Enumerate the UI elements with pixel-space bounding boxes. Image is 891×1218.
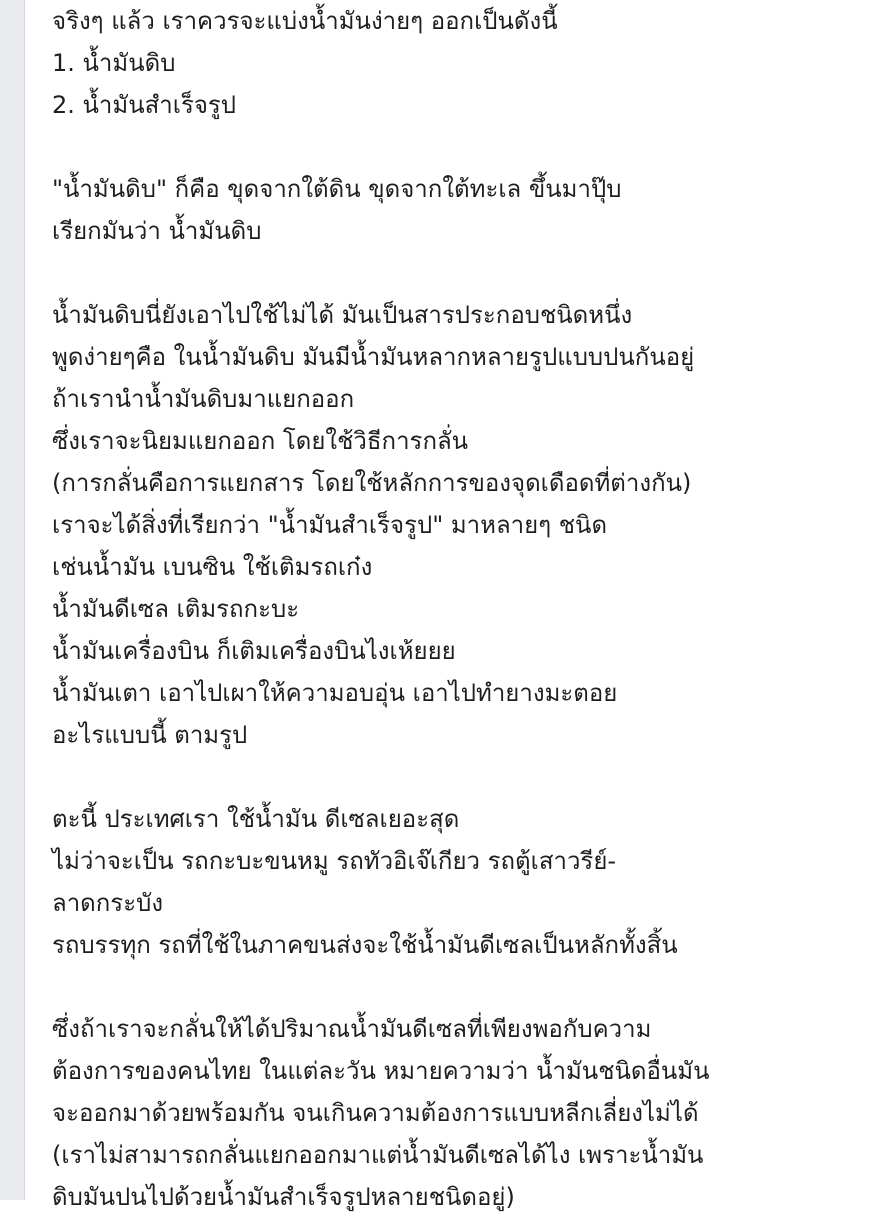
text-line: น้ำมันดีเซล เติมรถกะบะ bbox=[52, 595, 300, 623]
text-line: ซึ่งเราจะนิยมแยกออก โดยใช้วิธีการกลั่น bbox=[52, 427, 469, 455]
text-line: รถบรรทุก รถที่ใช้ในภาคขนส่งจะใช้น้ำมันดีเซลเป็นหลักทั้งสิ้น bbox=[52, 931, 678, 959]
post-body-text bbox=[52, 0, 872, 1218]
paragraph-gap bbox=[52, 252, 872, 294]
paragraph-refining bbox=[52, 294, 872, 756]
text-line: น้ำมันดิบนี่ยังเอาไปใช้ไม่ได้ มันเป็นสารประกอบชนิดหนึ่ง bbox=[52, 301, 633, 329]
text-line: น้ำมันเตา เอาไปเผาให้ความอบอุ่น เอาไปทำยางมะตอย bbox=[52, 679, 618, 707]
text-line: เราจะได้สิ่งที่เรียกว่า "น้ำมันสำเร็จรูป" มาหลายๆ ชนิด bbox=[52, 511, 608, 539]
text-line: ลาดกระบัง bbox=[52, 889, 164, 917]
text-line: เช่นน้ำมัน เบนซิน ใช้เติมรถเก๋ง bbox=[52, 553, 373, 581]
paragraph-gap bbox=[52, 966, 872, 1008]
text-line: ดิบมันปนไปด้วยน้ำมันสำเร็จรูปหลายชนิดอยู่) bbox=[52, 1183, 515, 1211]
post-card-border bbox=[24, 0, 25, 1200]
list-item-refined-oil: 2. น้ำมันสำเร็จรูป bbox=[52, 91, 237, 119]
paragraph-oil-types bbox=[52, 0, 872, 126]
text-line: ถ้าเรานำน้ำมันดิบมาแยกออก bbox=[52, 385, 355, 413]
text-line: (เราไม่สามารถกลั่นแยกออกมาแต่น้ำมันดีเซลได้ไง เพราะน้ำมัน bbox=[52, 1141, 704, 1169]
text-line: พูดง่ายๆคือ ในน้ำมันดิบ มันมีน้ำมันหลากหลายรูปแบบปนกันอยู่ bbox=[52, 343, 695, 371]
paragraph-surplus bbox=[52, 1008, 872, 1218]
page-side-margin bbox=[0, 0, 24, 1200]
text-line: ไม่ว่าจะเป็น รถกะบะขนหมู รถทัวอิเจ๊เกียว รถตู้เสาวรีย์- bbox=[52, 847, 617, 875]
text-line: "น้ำมันดิบ" ก็คือ ขุดจากใต้ดิน ขุดจากใต้ทะเล ขึ้นมาปุ๊บ bbox=[52, 175, 622, 203]
paragraph-gap bbox=[52, 126, 872, 168]
text-line: อะไรแบบนี้ ตามรูป bbox=[52, 721, 248, 749]
text-line: จะออกมาด้วยพร้อมกัน จนเกินความต้องการแบบหลีกเลี่ยงไม่ได้ bbox=[52, 1099, 699, 1127]
paragraph-crude-definition bbox=[52, 168, 872, 252]
text-line: จริงๆ แล้ว เราควรจะแบ่งน้ำมันง่ายๆ ออกเป็นดังนี้ bbox=[52, 7, 558, 35]
text-line: (การกลั่นคือการแยกสาร โดยใช้หลักการของจุดเดือดที่ต่างกัน) bbox=[52, 469, 692, 497]
paragraph-diesel-usage bbox=[52, 798, 872, 966]
text-line: ซึ่งถ้าเราจะกลั่นให้ได้ปริมาณน้ำมันดีเซลที่เพียงพอกับความ bbox=[52, 1015, 652, 1043]
list-item-crude-oil: 1. น้ำมันดิบ bbox=[52, 49, 176, 77]
text-line: ต้องการของคนไทย ในแต่ละวัน หมายความว่า น้ำมันชนิดอื่นมัน bbox=[52, 1057, 710, 1085]
text-line: ตะนี้ ประเทศเรา ใช้น้ำมัน ดีเซลเยอะสุด bbox=[52, 805, 460, 833]
text-line: เรียกมันว่า น้ำมันดิบ bbox=[52, 217, 262, 245]
text-line: น้ำมันเครื่องบิน ก็เติมเครื่องบินไงเห้ยยย bbox=[52, 637, 456, 665]
paragraph-gap bbox=[52, 756, 872, 798]
